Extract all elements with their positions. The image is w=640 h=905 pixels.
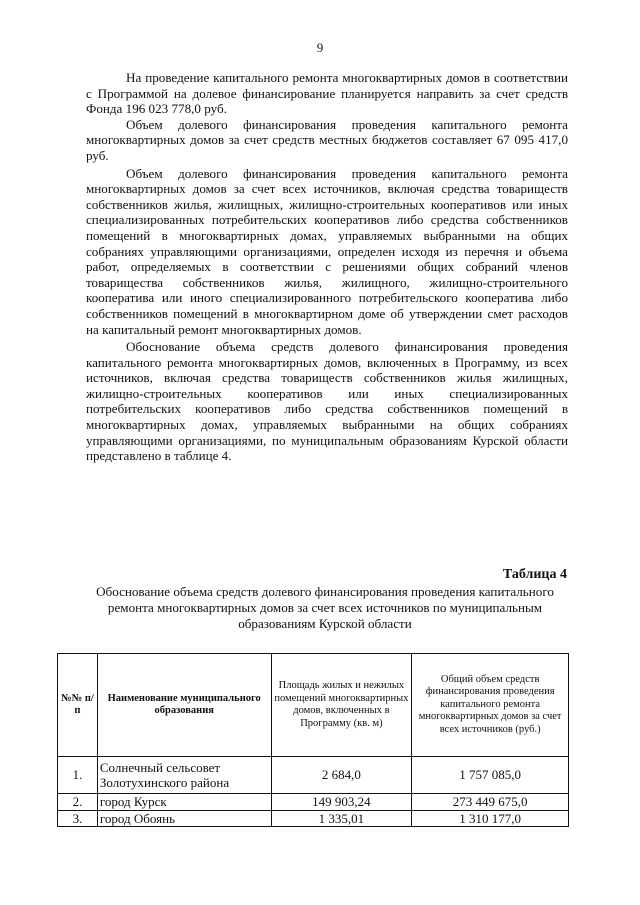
paragraph: Обоснование объема средств долевого финансирования проведения капитального ремонта многоквартирных домов, включенных в Программу, из всех источников, включая средства товариществ собственников жилья жилищных, жилищно-строительных кооперативов или иных специализированных потребительских кооперативов либо средства собственников помещений в многоквартирных домах, управляемых выбранными на общих собраниях управляющими организациями, по муниципальным образованиям Курской области представлено в таблице 4. (86, 339, 568, 464)
cell-total: 1 310 177,0 (412, 810, 569, 827)
table-label: Таблица 4 (502, 567, 567, 582)
cell-area: 1 335,01 (271, 810, 412, 827)
page-number: 9 (316, 40, 324, 55)
cell-number: 1. (58, 757, 98, 794)
header-total: Общий объем средств финансирования проведения капитального ремонта многоквартирных домов за счет всех источников (руб.) (412, 654, 569, 757)
data-table (57, 653, 569, 827)
header-area: Площадь жилых и нежилых помещений многоквартирных домов, включенных в Программу (кв. м) (271, 654, 412, 757)
header-number: №№ п/п (58, 654, 98, 757)
table-caption: Обоснование объема средств долевого финансирования проведения капитального ремонта многоквартирных домов за счет всех источников по муниципальным образованиям Курской области (96, 584, 554, 631)
table-row (58, 757, 569, 794)
paragraph: Объем долевого финансирования проведения капитального ремонта многоквартирных домов за счет всех источников, включая средства товариществ собственников жилья, жилищных, жилищно-строительных кооперативов или иных специализированных потребительских кооперативов либо средства собственников помещений в многоквартирных домах, управляемых выбранными на общих собраниях управляющими организациями, определен исходя из перечня и объема работ, определяемых в соответствии с решениями общих собраний членов товарищества собственников жилья, жилищного, жилищно-строительного кооператива или иного специализированного потребительского кооператива либо собственников помещений в многоквартирном доме об утверждении смет расходов на капитальный ремонт многоквартирных домов. (86, 165, 568, 337)
cell-total: 273 449 675,0 (412, 794, 569, 811)
cell-name: Солнечный сельсовет Золотухинского района (97, 757, 271, 794)
cell-total: 1 757 085,0 (412, 757, 569, 794)
cell-number: 2. (58, 794, 98, 811)
paragraph: На проведение капитального ремонта многоквартирных домов в соответствии с Программой на долевое финансирование планируется направить за счет средств Фонда 196 023 778,0 руб. (86, 70, 568, 117)
table-header-row (58, 654, 569, 757)
paragraph: Объем долевого финансирования проведения капитального ремонта многоквартирных домов за счет средств местных бюджетов составляет 67 095 417,0 руб. (86, 116, 568, 163)
cell-name: город Курск (97, 794, 271, 811)
cell-area: 2 684,0 (271, 757, 412, 794)
table-row (58, 794, 569, 811)
cell-number: 3. (58, 810, 98, 827)
table-row (58, 810, 569, 827)
cell-name: город Обоянь (97, 810, 271, 827)
cell-area: 149 903,24 (271, 794, 412, 811)
header-name: Наименование муниципального образования (97, 654, 271, 757)
body-text (86, 70, 568, 464)
